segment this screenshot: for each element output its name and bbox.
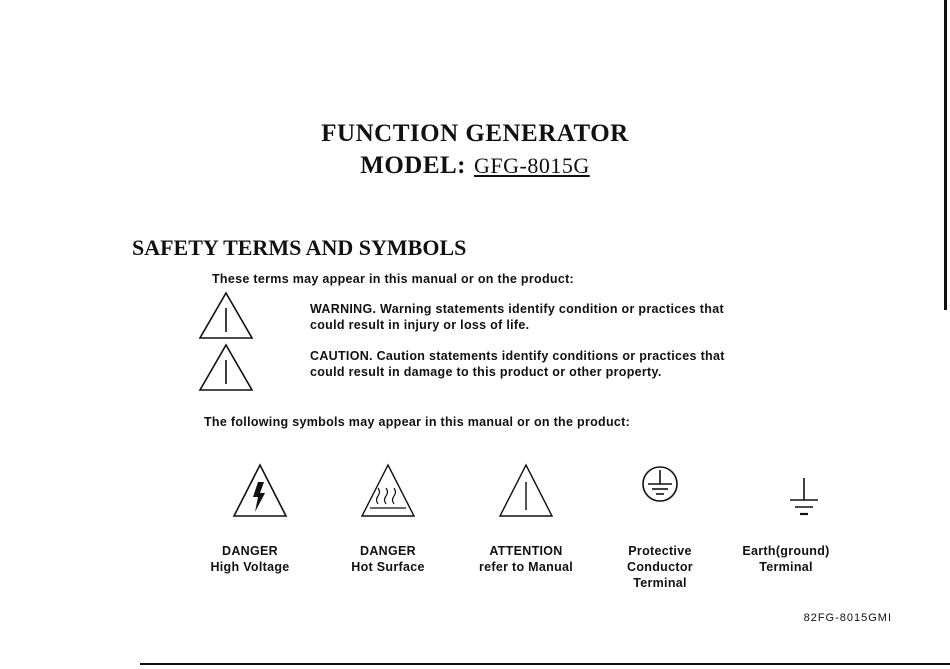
hot-surface-icon	[358, 462, 418, 520]
caution-text	[310, 348, 800, 380]
caution-line-2: could result in damage to this product or other property.	[310, 365, 662, 379]
symbols-intro: The following symbols may appear in this manual or on the product:	[204, 415, 631, 429]
model-label: MODEL:	[360, 152, 467, 179]
warning-line-2: could result in injury or loss of life.	[310, 318, 530, 332]
caption-line: High Voltage	[210, 560, 290, 574]
symbol-caption-attention	[456, 543, 596, 575]
caption-line: refer to Manual	[478, 560, 574, 574]
caption-line: ATTENTION	[489, 544, 563, 558]
caution-triangle-icon	[196, 342, 256, 394]
caption-line: DANGER	[360, 544, 416, 558]
warning-line-1: WARNING. Warning statements identify condition or practices that	[310, 302, 724, 316]
symbol-caption-protective-conductor	[590, 543, 730, 591]
high-voltage-icon	[230, 462, 290, 520]
caption-line: DANGER	[222, 544, 278, 558]
section-heading: SAFETY TERMS AND SYMBOLS	[132, 235, 467, 260]
terms-intro: These terms may appear in this manual or on the product:	[212, 272, 575, 286]
attention-icon	[496, 462, 556, 520]
earth-ground-icon	[782, 462, 826, 520]
symbol-caption-hot-surface	[318, 543, 458, 575]
model-line	[0, 152, 950, 180]
caption-line: Hot Surface	[351, 560, 425, 574]
caption-line: Terminal	[633, 576, 687, 590]
symbol-caption-high-voltage	[180, 543, 320, 575]
warning-text	[310, 301, 800, 333]
caption-line: Earth(ground)	[742, 544, 830, 558]
bottom-edge-rule	[140, 663, 950, 665]
document-code: 82FG-8015GMI	[803, 612, 892, 624]
protective-conductor-icon	[638, 462, 682, 520]
document-title: FUNCTION GENERATOR	[321, 120, 629, 147]
caption-line: Terminal	[759, 560, 813, 574]
caption-line: Protective	[628, 544, 692, 558]
symbol-caption-earth-ground	[716, 543, 856, 575]
caption-line: Conductor	[627, 560, 693, 574]
warning-triangle-icon	[196, 290, 256, 342]
model-value: GFG-8015G	[474, 153, 590, 178]
caution-line-1: CAUTION. Caution statements identify conditions or practices that	[310, 349, 725, 363]
